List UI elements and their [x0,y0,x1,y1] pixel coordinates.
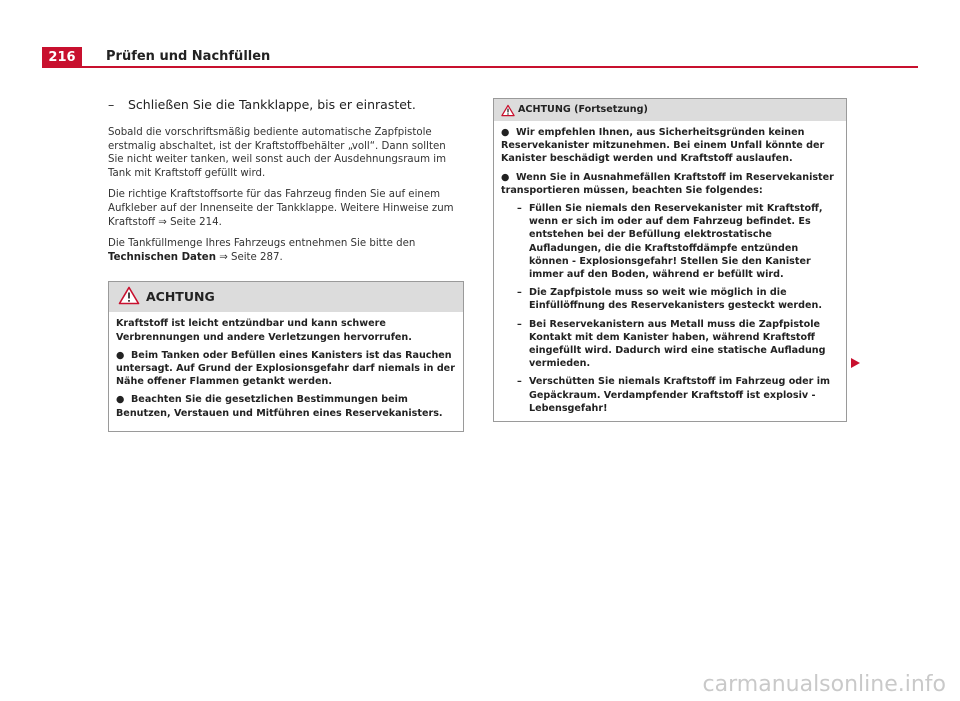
page-title: Prüfen und Nachfüllen [106,49,271,64]
warning-subitem [517,202,839,281]
step-dash: – [108,97,115,112]
warning-header [494,99,846,121]
warning-item [501,171,839,197]
warning-title: ACHTUNG (Fortsetzung) [518,104,648,115]
bullet: ● [116,394,125,406]
warning-triangle-icon [501,102,515,121]
instruction-step [108,97,464,112]
sub-dash: – [517,318,522,330]
paragraph-full-tank: Sobald die vorschriftsmäßig bediente automatische Zapfpistole erstmalig abschaltet, ist der Kraftstoffbehälter „voll“. Dann sollten Sie nicht weiter tanken, weil sonst auch der Ausdehnungsraum im Tank mit Kraftstoff gefüllt wird. [108,127,446,179]
step-text: Schließen Sie die Tankklappe, bis er einrastet. [128,97,416,112]
warning-triangle-icon [118,286,140,309]
capacity-link-technical-data: Technischen Daten [108,251,216,263]
warning-subitem-text: Verschütten Sie niemals Kraftstoff im Fahrzeug oder im Gepäckraum. Verdampfender Kraftstoff ist explosiv - Lebensgefahr! [529,376,831,414]
warning-item-text: Wir empfehlen Ihnen, aus Sicherheitsgründen keinen Reservekanister mitzunehmen. Bei einem Unfall könnte der Kanister beschädigt werden und Kraftstoff auslaufen. [501,127,825,165]
warning-item-text: Beim Tanken oder Befüllen eines Kanisters ist das Rauchen untersagt. Auf Grund der Explosionsgefahr darf niemals in der Nähe offener Flammen getankt werden. [116,349,455,388]
sub-dash: – [517,376,522,388]
page-number: 216 [42,47,82,68]
warning-intro: Kraftstoff ist leicht entzündbar und kann schwere Verbrennungen und andere Verletzungen hervorrufen. [116,318,412,343]
right-column [493,98,847,422]
continue-arrow-icon [851,353,860,372]
watermark: carmanualsonline.info [702,672,946,697]
warning-title: ACHTUNG [146,289,215,305]
bullet: ● [501,127,510,138]
paragraph-fuel-type: Die richtige Kraftstoffsorte für das Fahrzeug finden Sie auf einem Aufkleber auf der Innenseite der Tankklappe. Weitere Hinweise zum Kraftstoff ⇒ Seite 214. [108,189,454,228]
warning-box-continued [493,98,847,422]
warning-subitem-text: Bei Reservekanistern aus Metall muss die Zapfpistole Kontakt mit dem Kanister haben, während Kraftstoff eingefüllt wird. Dadurch wird eine statische Aufladung vermieden. [529,318,826,370]
warning-subitem [517,318,839,371]
capacity-text-pre: Die Tankfüllmenge Ihres Fahrzeugs entnehmen Sie bitte den [108,238,416,250]
sub-dash: – [517,287,522,299]
warning-item-text: Beachten Sie die gesetzlichen Bestimmungen beim Benutzen, Verstauen und Mitführen eines Reservekanisters. [116,394,443,419]
warning-body [494,121,846,421]
warning-header [109,282,463,312]
sub-dash: – [517,203,522,215]
warning-item [116,393,456,419]
warning-body [109,312,463,430]
warning-subitem [517,375,839,415]
bullet: ● [116,349,125,361]
left-column [108,97,464,432]
warning-item-text: Wenn Sie in Ausnahmefällen Kraftstoff im Reservekanister transportieren müssen, beachten Sie folgendes: [501,171,834,196]
warning-item [501,126,839,166]
warning-subitem [517,286,839,312]
capacity-text-post: ⇒ Seite 287. [215,251,283,263]
warning-subitem-text: Die Zapfpistole muss so weit wie möglich in die Einfüllöffnung des Reservekanisters gesteckt werden. [529,287,823,312]
paragraph-tank-capacity [108,237,464,264]
warning-subitem-text: Füllen Sie niemals den Reservekanister mit Kraftstoff, wenn er sich im oder auf dem Fahrzeug befindet. Es entstehen bei der Befüllung elektrostatische Aufladungen, die die Kraftstoffdämpfe entzünden können - Explosionsgefahr! Stellen Sie den Kanister immer auf den Boden, während er befüllt wird. [529,203,823,281]
header-rule [82,66,918,68]
bullet: ● [501,171,510,183]
warning-box [108,281,464,431]
warning-item [116,349,456,389]
